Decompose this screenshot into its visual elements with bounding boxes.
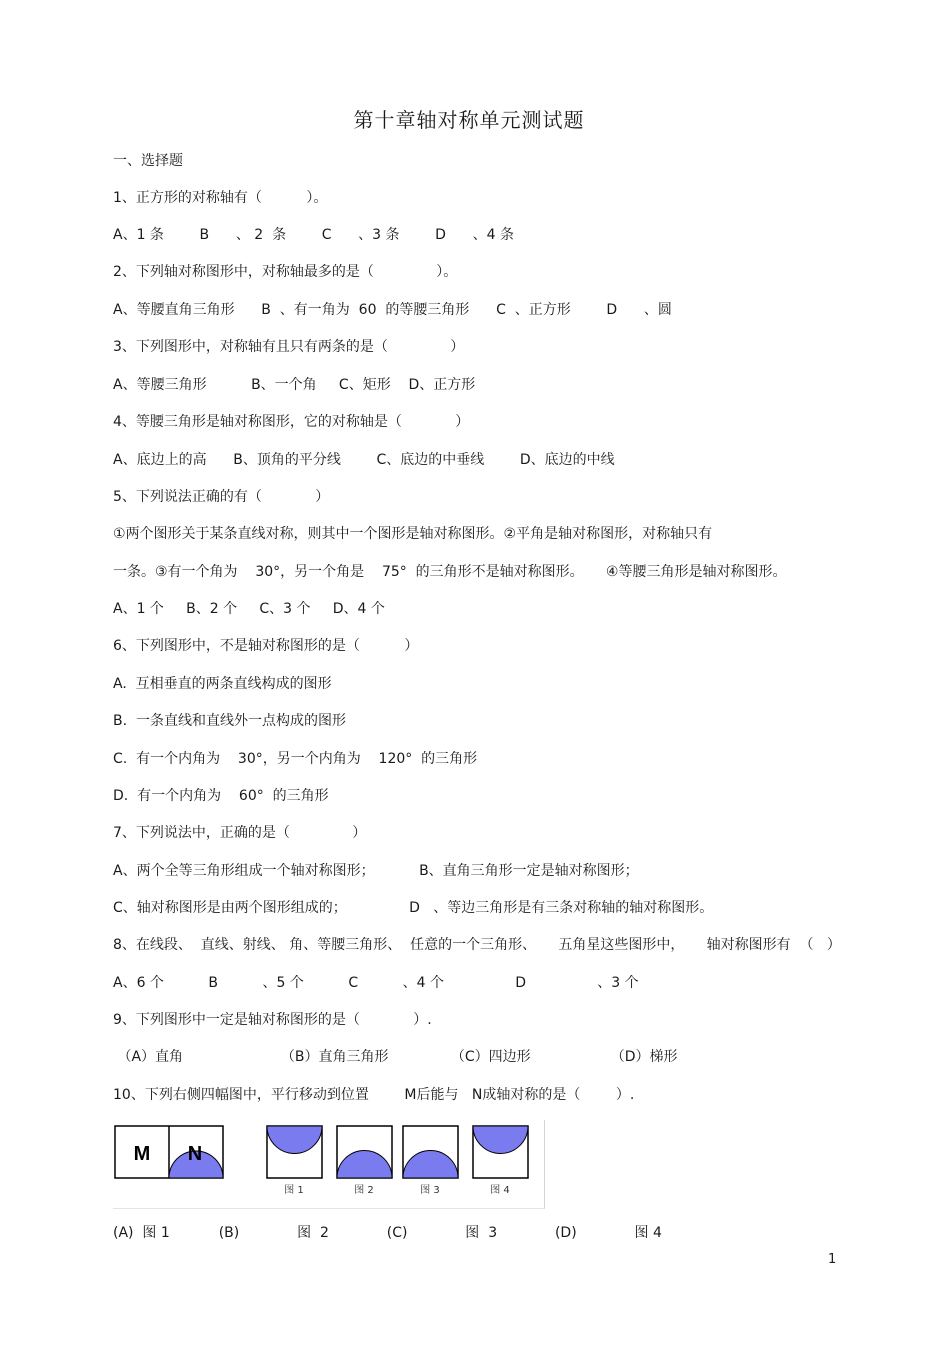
option-figure-1 [267, 1126, 322, 1196]
question-8-options: A、6 个 B 、5 个 C 、4 个 D 、3 个 [113, 975, 639, 991]
question-5-options: A、1 个 B、2 个 C、3 个 D、4 个 [113, 601, 385, 617]
question-7-options-ab: A、两个全等三角形组成一个轴对称图形； B、直角三角形一定是轴对称图形； [113, 863, 639, 879]
question-2: 2、下列轴对称图形中，对称轴最多的是（ ）。 [113, 264, 458, 280]
question-5: 5、下列说法正确的有（ ） [113, 489, 330, 505]
question-7-options-cd: C、轴对称图形是由两个图形组成的； D 、等边三角形是有三条对称轴的轴对称图形。 [113, 900, 714, 916]
question-2-options: A、等腰直角三角形 B 、有一角为 60 的等腰三角形 C 、正方形 D 、圆 [113, 302, 672, 318]
letter-n: N [187, 1143, 203, 1165]
question-1-options: A、1 条 B 、 2 条 C 、3 条 D 、4 条 [113, 227, 514, 243]
option-figure-3 [403, 1126, 458, 1196]
option-2-caption: 图 2 [354, 1185, 374, 1196]
option-figure-2 [337, 1126, 392, 1196]
question-10-options: (A) 图 1 (B) 图 2 (C) 图 3 (D) 图 4 [113, 1225, 662, 1241]
page-number: 1 [828, 1252, 837, 1267]
section-heading: 一、选择题 [113, 153, 183, 169]
question-6-option-a: A. 互相垂直的两条直线构成的图形 [113, 676, 332, 692]
question-6: 6、下列图形中，不是轴对称图形的是（ ） [113, 638, 419, 654]
question-10: 10、下列右侧四幅图中，平行移动到位置 M后能与 N成轴对称的是（ ）. [113, 1087, 635, 1103]
question-6-option-b: B. 一条直线和直线外一点构成的图形 [113, 713, 346, 729]
question-5-statement-2: 一条。③有一个角为 30°，另一个角是 75° 的三角形不是轴对称图形。 ④等腰三角形是轴对称图形。 [113, 564, 787, 580]
question-5-statement-1: ①两个图形关于某条直线对称，则其中一个图形是轴对称图形。②平角是轴对称图形，对称轴只有 [113, 526, 713, 542]
page-title: 第十章轴对称单元测试题 [353, 108, 585, 132]
question-4-options: A、底边上的高 B、顶角的平分线 C、底边的中垂线 D、底边的中线 [113, 452, 615, 468]
question-3: 3、下列图形中，对称轴有且只有两条的是（ ） [113, 339, 465, 355]
option-3-caption: 图 3 [420, 1185, 440, 1196]
question-6-option-c: C. 有一个内角为 30°，另一个内角为 120° 的三角形 [113, 751, 478, 767]
question-9: 9、下列图形中一定是轴对称图形的是（ ）. [113, 1012, 432, 1028]
question-8: 8、在线段、 直线、射线、 角、等腰三角形、 任意的一个三角形、 五角星这些图形中， 轴对称图形有 （ ） [113, 937, 841, 953]
question-3-options: A、等腰三角形 B、一个角 C、矩形 D、正方形 [113, 377, 476, 393]
question-10-figure [113, 1120, 545, 1209]
mn-reference-box [115, 1126, 223, 1178]
question-1: 1、正方形的对称轴有（ ）。 [113, 190, 328, 206]
question-7: 7、下列说法中，正确的是（ ） [113, 825, 367, 841]
option-figure-4 [473, 1126, 528, 1196]
figure-drawing [113, 1120, 544, 1208]
option-1-caption: 图 1 [284, 1185, 304, 1196]
letter-m: M [133, 1143, 151, 1165]
question-9-options: （A）直角 （B）直角三角形 （C）四边形 （D）梯形 [113, 1049, 678, 1065]
option-4-caption: 图 4 [490, 1185, 510, 1196]
question-6-option-d: D. 有一个内角为 60° 的三角形 [113, 788, 329, 804]
question-4: 4、等腰三角形是轴对称图形，它的对称轴是（ ） [113, 414, 470, 430]
